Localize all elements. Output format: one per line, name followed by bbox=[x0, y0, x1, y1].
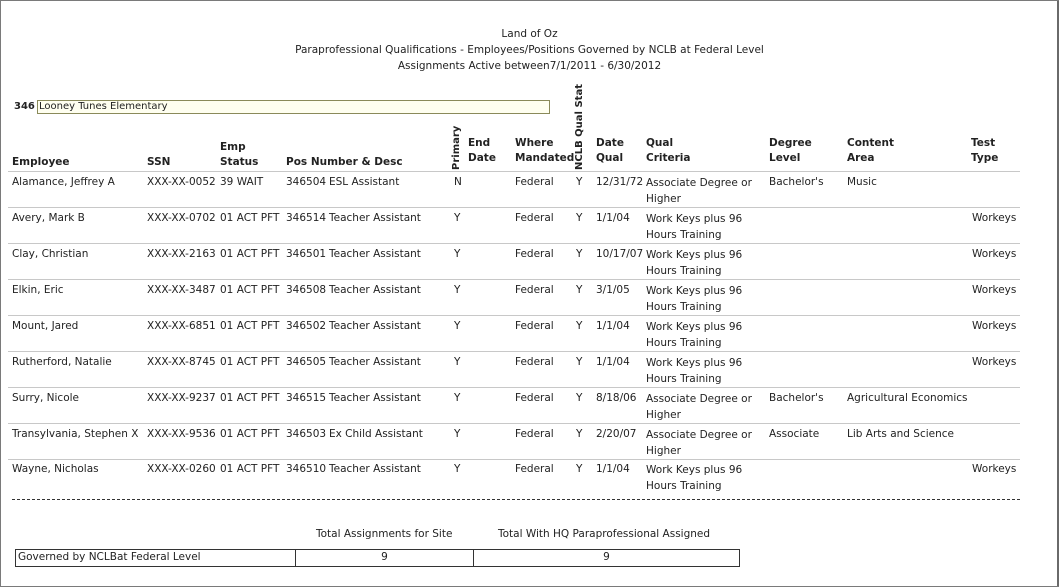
cell-ssn: XXX-XX-9536 bbox=[147, 428, 216, 440]
cell-ssn: XXX-XX-3487 bbox=[147, 284, 216, 296]
cell-test: Workeys bbox=[972, 284, 1017, 296]
totals-table bbox=[15, 549, 740, 567]
cell-qual-criteria bbox=[646, 391, 752, 423]
cell-status: 01 ACT PFT bbox=[220, 392, 280, 404]
cell-qual-criteria-line2: Higher bbox=[646, 409, 681, 421]
col-date-qual bbox=[596, 136, 624, 166]
cell-pos-desc: Ex Child Assistant bbox=[329, 428, 423, 440]
col-test-line2: Type bbox=[971, 152, 999, 164]
cell-qual-criteria-line2: Hours Training bbox=[646, 373, 722, 385]
col-primary: Primary bbox=[451, 125, 462, 170]
col-content-line2: Area bbox=[847, 152, 875, 164]
cell-nclb: Y bbox=[576, 463, 583, 475]
cell-date-qual: 10/17/07 bbox=[596, 248, 644, 260]
cell-employee: Rutherford, Natalie bbox=[12, 356, 112, 368]
cell-nclb: Y bbox=[576, 356, 583, 368]
cell-degree: Bachelor's bbox=[769, 392, 824, 404]
table-end-divider bbox=[12, 499, 1020, 500]
report-subtitle: Assignments Active between7/1/2011 - 6/30/2012 bbox=[397, 60, 662, 72]
site-number: 346 bbox=[14, 101, 35, 112]
totals-label-hq: Total With HQ Paraprofessional Assigned bbox=[498, 528, 711, 540]
cell-where: Federal bbox=[515, 356, 554, 368]
cell-primary: Y bbox=[454, 463, 461, 475]
totals-row-label: Governed by NCLBat Federal Level bbox=[16, 550, 296, 566]
cell-where: Federal bbox=[515, 320, 554, 332]
col-qual-criteria-line2: Criteria bbox=[646, 152, 691, 164]
cell-qual-criteria-line2: Hours Training bbox=[646, 265, 722, 277]
col-nclb: NCLB Qual Stat bbox=[574, 84, 585, 170]
cell-content: Agricultural Economics bbox=[847, 392, 968, 404]
cell-primary: Y bbox=[454, 428, 461, 440]
col-end-date-line2: Date bbox=[468, 152, 496, 164]
cell-nclb: Y bbox=[576, 212, 583, 224]
col-content-line1: Content bbox=[847, 137, 895, 149]
header-separator bbox=[8, 171, 1020, 172]
cell-status: 01 ACT PFT bbox=[220, 428, 280, 440]
col-qual-criteria bbox=[646, 136, 691, 166]
cell-nclb: Y bbox=[576, 284, 583, 296]
cell-where: Federal bbox=[515, 392, 554, 404]
cell-primary: Y bbox=[454, 392, 461, 404]
cell-qual-criteria-line2: Hours Training bbox=[646, 480, 722, 492]
cell-pos-num: 346514 bbox=[286, 212, 327, 224]
cell-test: Workeys bbox=[972, 320, 1017, 332]
cell-pos-num: 346508 bbox=[286, 284, 327, 296]
cell-ssn: XXX-XX-0702 bbox=[147, 212, 216, 224]
cell-ssn: XXX-XX-2163 bbox=[147, 248, 216, 260]
col-degree-line2: Level bbox=[769, 152, 801, 164]
col-employee: Employee bbox=[12, 156, 70, 168]
cell-status: 01 ACT PFT bbox=[220, 356, 280, 368]
row-separator bbox=[8, 207, 1020, 208]
cell-pos-desc: Teacher Assistant bbox=[329, 284, 421, 296]
cell-status: 01 ACT PFT bbox=[220, 212, 280, 224]
col-degree-line1: Degree bbox=[769, 137, 812, 149]
col-where-line2: Mandated bbox=[515, 152, 575, 164]
cell-qual-criteria bbox=[646, 462, 742, 494]
cell-where: Federal bbox=[515, 463, 554, 475]
cell-date-qual: 2/20/07 bbox=[596, 428, 637, 440]
cell-qual-criteria-line2: Higher bbox=[646, 193, 681, 205]
col-end-date bbox=[468, 136, 496, 166]
cell-qual-criteria-line1: Work Keys plus 96 bbox=[646, 213, 743, 225]
col-qual-criteria-line1: Qual bbox=[646, 137, 674, 149]
cell-nclb: Y bbox=[576, 248, 583, 260]
col-emp-status bbox=[220, 140, 258, 170]
cell-pos-desc: Teacher Assistant bbox=[329, 392, 421, 404]
cell-employee: Transylvania, Stephen X bbox=[12, 428, 139, 440]
cell-qual-criteria-line2: Hours Training bbox=[646, 337, 722, 349]
cell-pos-num: 346505 bbox=[286, 356, 327, 368]
cell-nclb: Y bbox=[576, 176, 583, 188]
totals-assignments-value: 9 bbox=[296, 550, 474, 566]
site-name[interactable]: Looney Tunes Elementary bbox=[37, 100, 550, 114]
cell-test: Workeys bbox=[972, 463, 1017, 475]
row-separator bbox=[8, 279, 1020, 280]
totals-hq-value: 9 bbox=[603, 551, 610, 563]
cell-where: Federal bbox=[515, 284, 554, 296]
cell-status: 39 WAIT bbox=[220, 176, 264, 188]
col-date-qual-line2: Qual bbox=[596, 152, 624, 164]
row-separator bbox=[8, 459, 1020, 460]
row-separator bbox=[8, 423, 1020, 424]
cell-where: Federal bbox=[515, 212, 554, 224]
cell-ssn: XXX-XX-0052 bbox=[147, 176, 216, 188]
cell-qual-criteria bbox=[646, 211, 742, 243]
col-where-line1: Where bbox=[515, 137, 554, 149]
cell-primary: N bbox=[454, 176, 462, 188]
cell-degree: Bachelor's bbox=[769, 176, 824, 188]
cell-ssn: XXX-XX-8745 bbox=[147, 356, 216, 368]
cell-status: 01 ACT PFT bbox=[220, 320, 280, 332]
site-header bbox=[14, 101, 168, 112]
col-content bbox=[847, 136, 894, 166]
cell-pos-num: 346503 bbox=[286, 428, 327, 440]
cell-date-qual: 1/1/04 bbox=[596, 212, 630, 224]
col-test bbox=[971, 136, 998, 166]
cell-test: Workeys bbox=[972, 212, 1017, 224]
col-degree bbox=[769, 136, 812, 166]
row-separator bbox=[8, 351, 1020, 352]
cell-qual-criteria bbox=[646, 427, 752, 459]
report-title: Paraprofessional Qualifications - Employees/Positions Governed by NCLB at Federal Level bbox=[295, 44, 764, 56]
cell-test: Workeys bbox=[972, 248, 1017, 260]
cell-employee: Surry, Nicole bbox=[12, 392, 80, 404]
cell-ssn: XXX-XX-6851 bbox=[147, 320, 216, 332]
cell-status: 01 ACT PFT bbox=[220, 248, 280, 260]
cell-content: Lib Arts and Science bbox=[847, 428, 954, 440]
cell-pos-num: 346515 bbox=[286, 392, 327, 404]
cell-pos-num: 346510 bbox=[286, 463, 327, 475]
cell-qual-criteria-line1: Associate Degree or bbox=[646, 393, 752, 405]
cell-date-qual: 1/1/04 bbox=[596, 463, 630, 475]
col-test-line1: Test bbox=[971, 137, 996, 149]
cell-where: Federal bbox=[515, 248, 554, 260]
cell-date-qual: 8/18/06 bbox=[596, 392, 637, 404]
cell-qual-criteria bbox=[646, 175, 752, 207]
cell-nclb: Y bbox=[576, 428, 583, 440]
cell-date-qual: 1/1/04 bbox=[596, 320, 630, 332]
cell-date-qual: 3/1/05 bbox=[596, 284, 630, 296]
cell-pos-desc: Teacher Assistant bbox=[329, 212, 421, 224]
cell-status: 01 ACT PFT bbox=[220, 284, 280, 296]
cell-primary: Y bbox=[454, 248, 461, 260]
cell-qual-criteria-line1: Work Keys plus 96 bbox=[646, 464, 743, 476]
cell-qual-criteria bbox=[646, 283, 742, 315]
col-emp-status-line1: Emp bbox=[220, 141, 246, 153]
cell-pos-num: 346502 bbox=[286, 320, 327, 332]
cell-employee: Alamance, Jeffrey A bbox=[12, 176, 115, 188]
cell-pos-num: 346501 bbox=[286, 248, 327, 260]
cell-qual-criteria-line2: Hours Training bbox=[646, 229, 722, 241]
cell-degree: Associate bbox=[769, 428, 820, 440]
col-emp-status-line2: Status bbox=[220, 156, 259, 168]
cell-qual-criteria bbox=[646, 247, 742, 279]
cell-date-qual: 1/1/04 bbox=[596, 356, 630, 368]
cell-ssn: XXX-XX-0260 bbox=[147, 463, 216, 475]
cell-qual-criteria-line1: Associate Degree or bbox=[646, 177, 752, 189]
cell-primary: Y bbox=[454, 320, 461, 332]
cell-qual-criteria-line1: Associate Degree or bbox=[646, 429, 752, 441]
row-separator bbox=[8, 387, 1020, 388]
cell-where: Federal bbox=[515, 176, 554, 188]
cell-nclb: Y bbox=[576, 320, 583, 332]
cell-ssn: XXX-XX-9237 bbox=[147, 392, 216, 404]
cell-status: 01 ACT PFT bbox=[220, 463, 280, 475]
cell-primary: Y bbox=[454, 356, 461, 368]
cell-qual-criteria bbox=[646, 319, 742, 351]
col-end-date-line1: End bbox=[468, 137, 491, 149]
cell-qual-criteria-line1: Work Keys plus 96 bbox=[646, 357, 743, 369]
cell-pos-desc: Teacher Assistant bbox=[329, 463, 421, 475]
cell-employee: Avery, Mark B bbox=[12, 212, 85, 224]
row-separator bbox=[8, 243, 1020, 244]
cell-employee: Elkin, Eric bbox=[12, 284, 64, 296]
cell-test: Workeys bbox=[972, 356, 1017, 368]
cell-qual-criteria-line1: Work Keys plus 96 bbox=[646, 285, 743, 297]
cell-date-qual: 12/31/72 bbox=[596, 176, 644, 188]
cell-pos-desc: Teacher Assistant bbox=[329, 356, 421, 368]
cell-employee: Clay, Christian bbox=[12, 248, 89, 260]
cell-primary: Y bbox=[454, 284, 461, 296]
cell-qual-criteria-line1: Work Keys plus 96 bbox=[646, 321, 743, 333]
cell-employee: Mount, Jared bbox=[12, 320, 79, 332]
col-where bbox=[515, 136, 574, 166]
cell-qual-criteria-line1: Work Keys plus 96 bbox=[646, 249, 743, 261]
cell-qual-criteria-line2: Higher bbox=[646, 445, 681, 457]
cell-pos-num: 346504 bbox=[286, 176, 327, 188]
cell-qual-criteria-line2: Hours Training bbox=[646, 301, 722, 313]
cell-primary: Y bbox=[454, 212, 461, 224]
col-date-qual-line1: Date bbox=[596, 137, 624, 149]
totals-label-assignments: Total Assignments for Site bbox=[316, 528, 453, 540]
col-pos: Pos Number & Desc bbox=[286, 156, 403, 168]
report-org: Land of Oz bbox=[501, 28, 558, 40]
col-ssn: SSN bbox=[147, 156, 171, 168]
cell-nclb: Y bbox=[576, 392, 583, 404]
cell-pos-desc: Teacher Assistant bbox=[329, 320, 421, 332]
cell-where: Federal bbox=[515, 428, 554, 440]
row-separator bbox=[8, 315, 1020, 316]
cell-employee: Wayne, Nicholas bbox=[12, 463, 99, 475]
cell-pos-desc: Teacher Assistant bbox=[329, 248, 421, 260]
cell-pos-desc: ESL Assistant bbox=[329, 176, 400, 188]
cell-content: Music bbox=[847, 176, 877, 188]
cell-qual-criteria bbox=[646, 355, 742, 387]
